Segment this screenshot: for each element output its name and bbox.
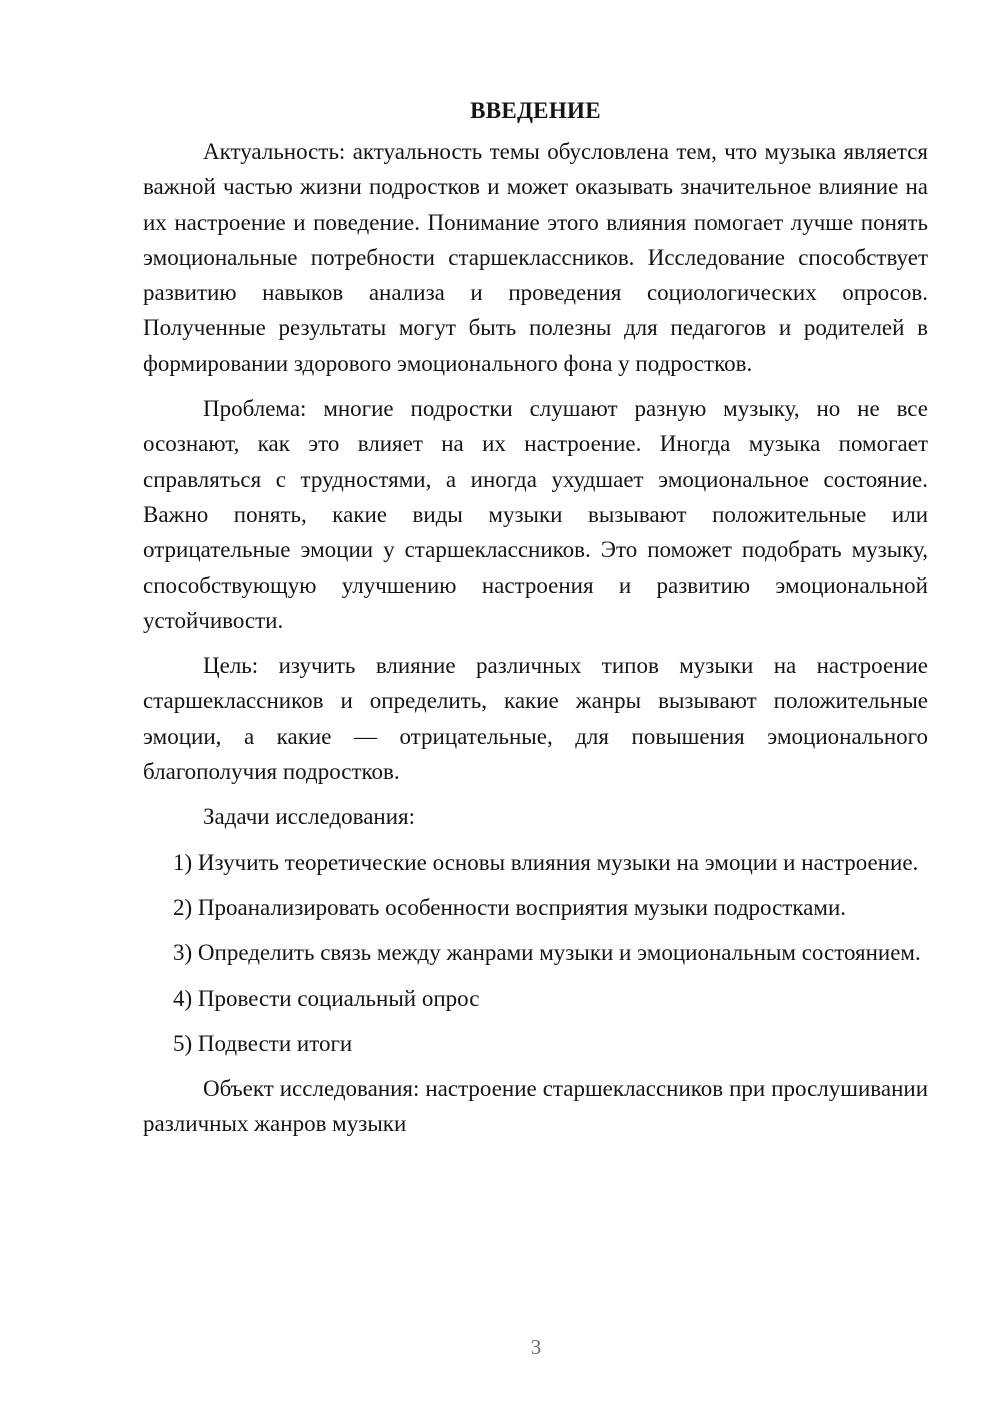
relevance-paragraph: Актуальность: актуальность темы обусловлена тем, что музыка является важной частью жизни подростков и может оказывать значительное влияние на их настроение и поведение. Понимание этого влияния помогает лучше понять эмоциональные потребности старшеклассников. Исследование способствует развитию навыков анализа и проведения социологических опросов. Полученные результаты могут быть полезны для педагогов и родителей в формировании здорового эмоционального фона у подростков.: [143, 139, 928, 376]
task-item-4: 4) Провести социальный опрос: [173, 985, 480, 1011]
problem-paragraph: Проблема: многие подростки слушают разную музыку, но не все осознают, как это влияет на их настроение. Иногда музыка помогает справляться с трудностями, а иногда ухудшает эмоциональное состояние. Важно понять, какие виды музыки вызывают положительные или отрицательные эмоции у старшеклассников. Это поможет подобрать музыку, способствующую улучшению настроения и развитию эмоциональной устойчивости.: [143, 396, 928, 633]
page-content: [143, 93, 928, 1152]
tasks-heading: Задачи исследования:: [203, 804, 416, 830]
task-item-5: 5) Подвести итоги: [173, 1030, 353, 1056]
task-item-2: 2) Проанализировать особенности восприятия музыки подростками.: [173, 894, 847, 920]
goal-paragraph: Цель: изучить влияние различных типов музыки на настроение старшеклассников и определить, какие жанры вызывают положительные эмоции, а какие — отрицательные, для повышения эмоционального благополучия подростков.: [143, 653, 928, 785]
task-item-3: 3) Определить связь между жанрами музыки и эмоциональным состоянием.: [173, 940, 921, 966]
object-paragraph: Объект исследования: настроение старшеклассников при прослушивании различных жанров музыки: [143, 1076, 928, 1137]
page-number: 3: [530, 1335, 542, 1359]
task-item-1: 1) Изучить теоретические основы влияния музыки на эмоции и настроение.: [173, 849, 919, 875]
section-title: ВВЕДЕНИЕ: [470, 98, 601, 123]
